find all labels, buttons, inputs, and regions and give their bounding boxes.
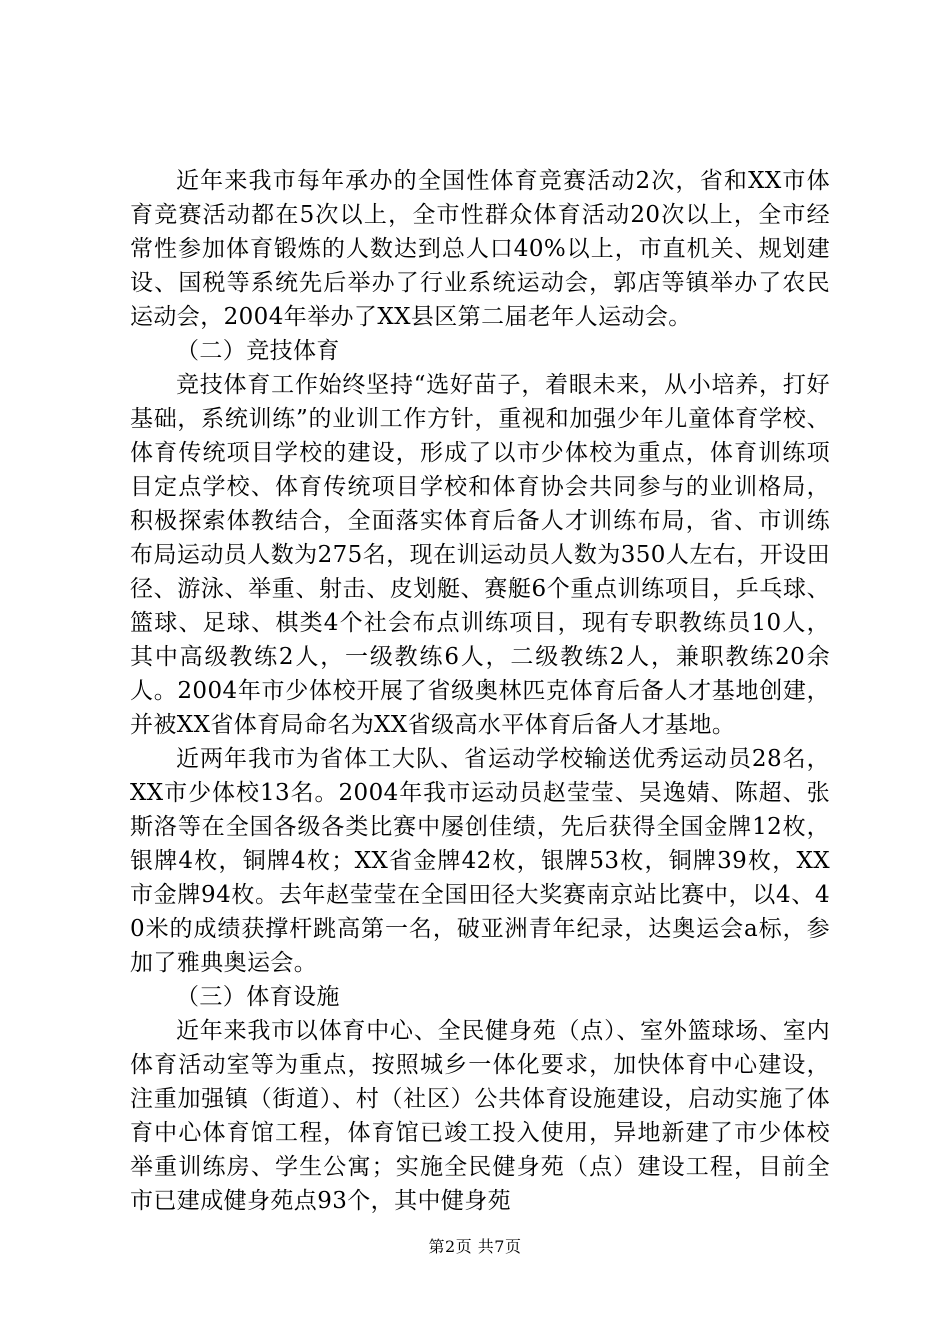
- section-heading-sports-facilities: （三）体育设施: [176, 984, 340, 1010]
- page-number-footer: 第2页 共7页: [428, 1237, 522, 1256]
- document-body: [130, 164, 830, 1218]
- paragraph-athlete-achievements: 近两年我市为省体工大队、省运动学校输送优秀运动员28名，XX市少体校13名。2004年我市运动员赵莹莹、吴逸婧、陈超、张斯洛等在全国各级各类比赛中屡创佳绩，先后获得全国金牌12枚，银牌4枚，铜牌4枚；XX省金牌42枚，银牌53枚，铜牌39枚，XX市金牌94枚。去年赵莹莹在全国田径大奖赛南京站比赛中，以4、40米的成绩获撑杆跳高第一名，破亚洲青年纪录，达奥运会a标，参加了雅典奥运会。: [130, 746, 830, 976]
- paragraph-mass-sports-events: 近年来我市每年承办的全国性体育竞赛活动2次，省和XX市体育竞赛活动都在5次以上，全市性群众体育活动20次以上，全市经常性参加体育锻炼的人数达到总人口40%以上，市直机关、规划建设、国税等系统先后举办了行业系统运动会，郭店等镇举办了农民运动会，2004年举办了XX县区第二届老年人运动会。: [130, 168, 830, 330]
- paragraph-competitive-sports-training: 竞技体育工作始终坚持“选好苗子，着眼未来，从小培养，打好基础，系统训练”的业训工作方针，重视和加强少年儿童体育学校、体育传统项目学校的建设，形成了以市少体校为重点，体育训练项目定点学校、体育传统项目学校和体育协会共同参与的业训格局，积极探索体教结合，全面落实体育后备人才训练布局，省、市训练布局运动员人数为275名，现在训运动员人数为350人左右，开设田径、游泳、举重、射击、皮划艇、赛艇6个重点训练项目，乒乓球、篮球、足球、棋类4个社会布点训练项目，现有专职教练员10人，其中高级教练2人，一级教练6人，二级教练2人，兼职教练20余人。2004年市少体校开展了省级奥林匹克体育后备人才基地创建，并被XX省体育局命名为XX省级高水平体育后备人才基地。: [130, 372, 830, 738]
- paragraph-sports-facilities: 近年来我市以体育中心、全民健身苑（点）、室外篮球场、室内体育活动室等为重点，按照城乡一体化要求，加快体育中心建设，注重加强镇（街道）、村（社区）公共体育设施建设，启动实施了体育中心体育馆工程，体育馆已竣工投入使用，异地新建了市少体校举重训练房、学生公寓；实施全民健身苑（点）建设工程，目前全市已建成健身苑点93个，其中健身苑: [130, 1018, 830, 1214]
- section-heading-competitive-sports: （二）竞技体育: [176, 338, 340, 364]
